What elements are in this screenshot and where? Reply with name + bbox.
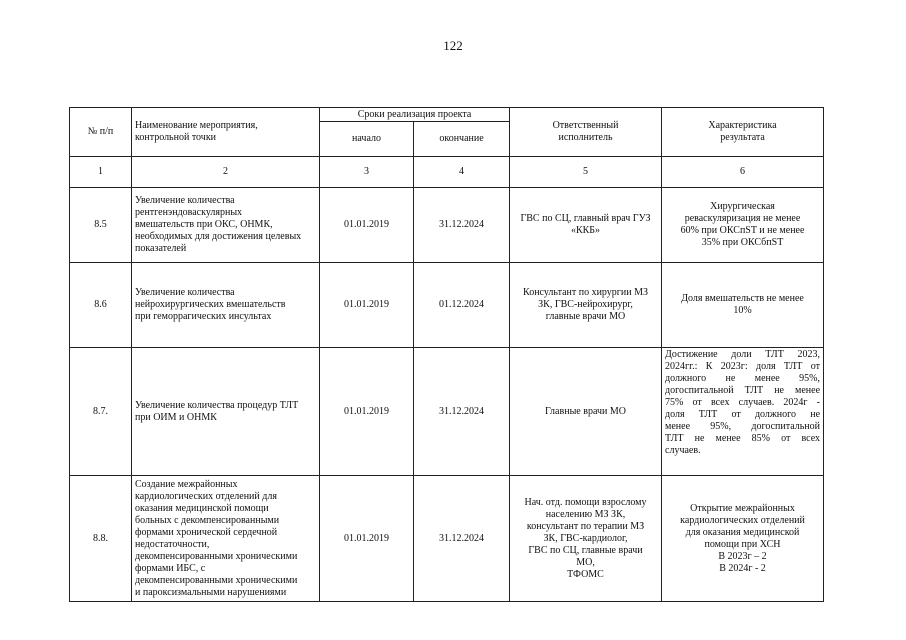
measure-name — [132, 263, 320, 348]
column-number: 5 — [510, 157, 662, 188]
result-line: менее 95%, догоспитальной — [665, 421, 821, 432]
measure-name-line: нейрохирургических вмешательств — [135, 299, 286, 310]
responsible-line: консультант по терапии МЗ — [526, 520, 645, 532]
header-result-line: Характеристика — [708, 120, 777, 131]
measure-name-line: оказания медицинской помощи — [135, 502, 269, 514]
header-responsible — [510, 108, 662, 157]
result-line: 60% при ОКСпST и не менее — [680, 225, 805, 236]
header-responsible-line: Ответственный — [552, 120, 619, 131]
measures-table — [69, 107, 824, 602]
result-line: Достижение доли ТЛТ 2023, — [665, 349, 821, 360]
header-end: окончание — [414, 122, 510, 157]
measure-name-line: вмешательств при ОКС, ОНМК, — [135, 219, 273, 230]
column-numbers-row — [70, 157, 824, 188]
measure-name-line: декомпенсированными хроническими — [135, 574, 298, 586]
header-result — [662, 108, 824, 157]
table-row — [70, 476, 824, 602]
result-line: случаев. — [665, 445, 701, 456]
measure-name-line: Увеличение количества процедур ТЛТ — [135, 399, 299, 411]
column-number: 1 — [70, 157, 132, 188]
measure-name-line: рентгенэндоваскулярных — [135, 207, 243, 218]
measure-name-line: Создание межрайонных — [135, 478, 238, 490]
header-measure-name-line: контрольной точки — [135, 132, 217, 143]
result-line: В 2024г - 2 — [719, 562, 766, 574]
header-measure-name-line: Наименование мероприятия, — [135, 120, 258, 131]
measure-name-line: формами хронической сердечной — [135, 526, 278, 538]
responsible — [510, 188, 662, 263]
end-date: 01.12.2024 — [414, 263, 510, 348]
table-row — [70, 348, 824, 476]
result-line: 2024гг.: К 2023г: доля ТЛТ от — [665, 361, 821, 372]
measure-name-line: кардиологических отделений для — [135, 490, 277, 502]
table-row — [70, 263, 824, 348]
result — [662, 188, 824, 263]
responsible-line: ТФОМС — [567, 568, 604, 580]
result-line: для оказания медицинской — [685, 526, 800, 538]
measure-name — [132, 476, 320, 602]
measure-name-line: недостаточности, — [135, 538, 210, 550]
measure-name-line: Увеличение количества — [135, 287, 235, 298]
responsible-line: «ККБ» — [570, 225, 601, 236]
responsible-line: ЗК, ГВС-кардиолог, — [543, 532, 628, 544]
start-date: 01.01.2019 — [320, 476, 414, 602]
measure-name — [132, 348, 320, 476]
header-project-terms: Сроки реализация проекта — [320, 108, 510, 122]
column-number: 2 — [132, 157, 320, 188]
header-result-line: результата — [720, 132, 765, 143]
responsible-line: ЗК, ГВС-нейрохирург, — [538, 299, 633, 310]
column-number: 4 — [414, 157, 510, 188]
result-line: реваскуляризация не менее — [684, 213, 801, 224]
result-line: Доля вмешательств не менее — [681, 293, 804, 304]
header-number: № п/п — [70, 108, 132, 157]
header-start: начало — [320, 122, 414, 157]
start-date: 01.01.2019 — [320, 348, 414, 476]
measure-name-line: декомпенсированными хроническими — [135, 550, 298, 562]
measure-name-line: при геморрагических инсультах — [135, 311, 272, 322]
column-number: 3 — [320, 157, 414, 188]
page-number: 122 — [443, 38, 463, 53]
row-number: 8.8. — [70, 476, 132, 602]
measure-name-line: формами ИБС, с — [135, 562, 206, 574]
end-date: 31.12.2024 — [414, 188, 510, 263]
responsible-line: населению МЗ ЗК, — [545, 508, 626, 520]
measure-name-line: необходимых для достижения целевых — [135, 231, 302, 242]
header-responsible-line: исполнитель — [558, 132, 613, 143]
result-line: доля ТЛТ от должного не — [665, 409, 821, 420]
row-number: 8.5 — [70, 188, 132, 263]
responsible-line: ГВС по СЦ, главный врач ГУЗ — [520, 213, 651, 224]
column-number: 6 — [662, 157, 824, 188]
header-measure-name — [132, 108, 320, 157]
table-row — [70, 188, 824, 263]
row-number: 8.6 — [70, 263, 132, 348]
responsible — [510, 263, 662, 348]
result-line: 75% от всех случаев. 2024г - — [665, 397, 821, 408]
responsible — [510, 348, 662, 476]
responsible-line: главные врачи МО — [545, 311, 626, 322]
result-line: помощи при ХСН — [704, 538, 781, 550]
result-line: ТЛТ не менее 85% от всех — [665, 433, 821, 444]
measure-name-line: Увеличение количества — [135, 195, 235, 206]
result — [662, 476, 824, 602]
measure-name — [132, 188, 320, 263]
end-date: 31.12.2024 — [414, 348, 510, 476]
result-line: Открытие межрайонных — [690, 502, 795, 514]
result — [662, 263, 824, 348]
result-line: кардиологических отделений — [680, 514, 805, 526]
result-line: В 2023г – 2 — [718, 550, 767, 562]
start-date: 01.01.2019 — [320, 188, 414, 263]
responsible — [510, 476, 662, 602]
measure-name-line: больных с декомпенсированными — [135, 514, 280, 526]
result-line: 10% — [733, 305, 752, 316]
measure-name-line: и пароксизмальными нарушениями — [135, 586, 287, 598]
result-line: Хирургическая — [710, 201, 775, 212]
measure-name-line: при ОИМ и ОНМК — [135, 411, 217, 423]
responsible-line: Консультант по хирургии МЗ — [523, 287, 649, 298]
result-line: 35% при ОКСбпST — [701, 237, 784, 248]
measure-name-line: показателей — [135, 243, 187, 254]
end-date: 31.12.2024 — [414, 476, 510, 602]
result-line: должного не менее 95%, — [665, 373, 821, 384]
responsible-line: МО, — [576, 556, 595, 568]
start-date: 01.01.2019 — [320, 263, 414, 348]
result — [662, 348, 824, 476]
result-line: догоспитальной ТЛТ не менее — [665, 385, 821, 396]
responsible-line: Главные врачи МО — [545, 405, 626, 417]
responsible-line: Нач. отд. помощи взрослому — [524, 496, 647, 508]
row-number: 8.7. — [70, 348, 132, 476]
responsible-line: ГВС по СЦ, главные врачи — [528, 544, 643, 556]
